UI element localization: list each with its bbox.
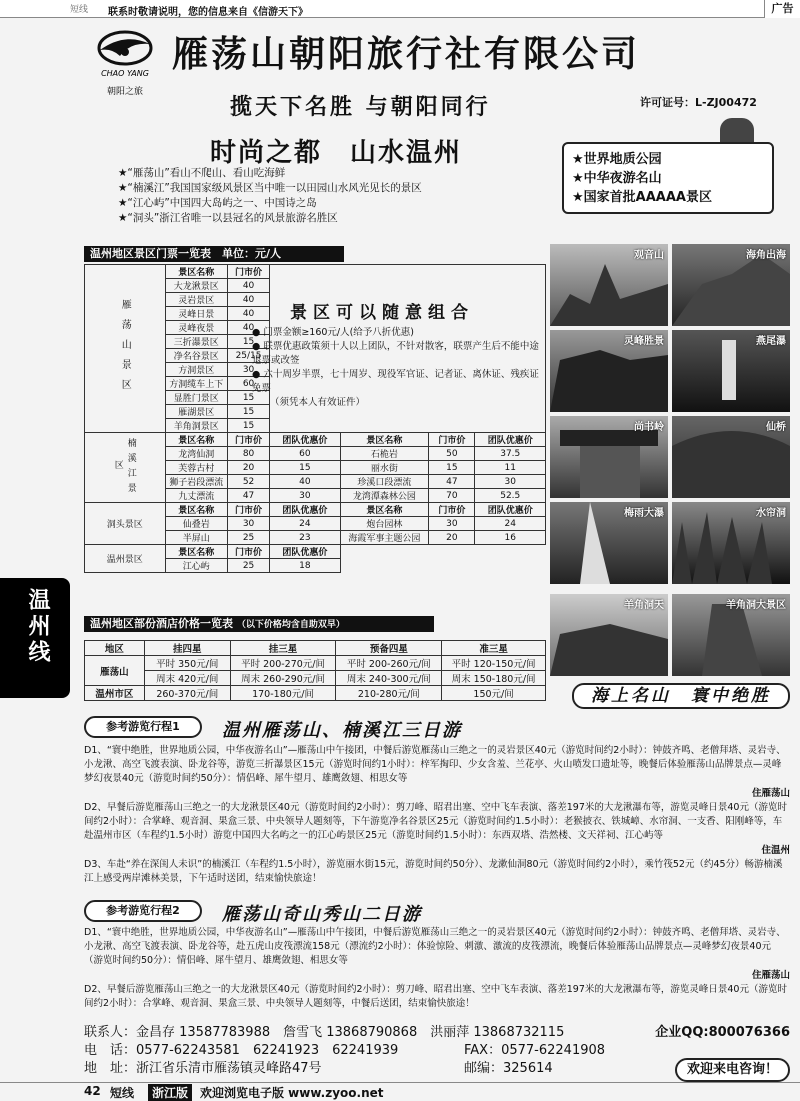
col-price: 门市价 [227, 433, 269, 447]
photo-label: 灵峰胜景 [624, 336, 664, 347]
hotel-area: 温州市区 [85, 686, 145, 701]
col-group: 团队优惠价 [475, 433, 546, 447]
table-cell: 30 [270, 489, 340, 503]
photo-xianqiao [672, 416, 790, 498]
table-cell: 30 [227, 363, 269, 377]
itinerary1-d1-stay: 住雁荡山 [751, 788, 790, 799]
table-cell: 150元/间 [442, 686, 546, 701]
hotel-section-bar [84, 616, 434, 632]
table-cell: 显胜门景区 [165, 391, 227, 405]
table-cell: 丽水街 [340, 461, 429, 475]
bird-logo-icon [90, 28, 160, 100]
itinerary1-title: 温州雁荡山、楠溪江三日游 [222, 720, 462, 741]
combo-note: （须凭本人有效证件） [270, 397, 366, 408]
table-cell: 40 [227, 307, 269, 321]
table-cell: 25 [227, 559, 269, 573]
license-number: 许可证号：L-ZJ00472 [640, 96, 757, 109]
table-cell: 周末 240-300元/间 [336, 671, 442, 686]
table-cell: 方洞缆车上下 [165, 377, 227, 391]
contact-phone: 电 话：0577-62243581 62241923 62241939 [84, 1043, 399, 1058]
table-cell: 52.5 [475, 489, 546, 503]
table-cell: 40 [227, 293, 269, 307]
table-cell: 平时 350元/间 [144, 656, 230, 671]
photo-yangjiao [550, 594, 668, 676]
itinerary1-d1: D1、“寰中绝胜，世界地质公园，中华夜游名山”—雁荡山中午接团，中餐后游览雁荡山三绝之一的灵岩景区40元（游览时间约2小时）：钟鼓齐鸣、老僧拜塔、灵岩寺、小龙湫、高空飞渡表演、卧龙谷等，游览三折瀑景区15元（游览时间约1小时）：梓军掏印、少女含羞、兰花亭、火山喷发口遗址等，晚餐后体验雁荡山品牌景点—灵峰梦幻夜景40元（游览时间约50分）：情侣峰、犀牛望月、雄鹰敛翅、相思女等 [84, 745, 786, 784]
photo-label: 观音山 [634, 250, 664, 261]
col-group: 团队优惠价 [270, 433, 340, 447]
feature-item: ★“楠溪江”我国国家级风景区当中唯一以田园山水风光见长的景区 [118, 182, 422, 194]
table-cell: 周末 150-180元/间 [442, 671, 546, 686]
table-cell: 80 [227, 447, 269, 461]
combo-item-text: 六十周岁半票，七十周岁、现役军官证、记者证、离休证、残疾证免票 [252, 369, 539, 394]
itinerary2-header [84, 900, 790, 924]
honor-item: ★世界地质公园 [572, 152, 662, 167]
col-name: 景区名称 [165, 433, 227, 447]
itinerary1-d2: D2、早餐后游览雁荡山三绝之一的大龙湫景区40元（游览时间约2小时）：剪刀峰、昭君出塞、空中飞车表演、落差197米的大龙湫瀑布等，游览灵峰日景40元（游览时间约2小时）：合掌峰、观音洞、果盒三景、中央领导人题刻等，下午游览净名谷景区25元（游览时间约1.5小时）：老猴披衣、铁城嶂、水帘洞、一支香、阳刚峰等，车赴温州市区（车程约1.5小时）游览中国四大名屿之一的江心屿景区25元（游览时间约1.5小时）：东西双塔、浩然楼、文天祥祠、江心屿等 [84, 802, 787, 841]
table-cell: 16 [475, 531, 546, 545]
company-name: 雁荡山朝阳旅行社有限公司 [172, 33, 641, 75]
hotel-note: （以下价格均含自助双早） [236, 620, 345, 630]
photo-meiyu [550, 502, 668, 584]
table-cell: 23 [270, 531, 340, 545]
table-cell: 灵岩景区 [165, 293, 227, 307]
table-cell: 大龙湫景区 [165, 279, 227, 293]
table-cell: 三折瀑景区 [165, 335, 227, 349]
itinerary2-title: 雁荡山奇山秀山二日游 [222, 904, 422, 925]
region-nanxi: 楠溪江景区 [85, 433, 166, 503]
feature-item: ★“雁荡山”看山不爬山、看山吃海鲜 [118, 167, 286, 179]
side-tab-label: 温州线 [25, 588, 50, 666]
col-price: 门市价 [227, 545, 269, 559]
hotel-title: 温州地区部份酒店价格一览表 [90, 617, 233, 630]
table-cell: 净名谷景区 [165, 349, 227, 363]
photo-label: 羊角洞天 [624, 600, 664, 611]
company-logo [90, 28, 160, 100]
itinerary1-label: 参考游览行程1 [84, 716, 202, 738]
table-cell: 灵峰日景 [165, 307, 227, 321]
contact-post: 邮编：325614 [464, 1061, 553, 1076]
footer [0, 1082, 800, 1100]
table-cell: 雁湖景区 [165, 405, 227, 419]
photo-label: 梅雨大瀑 [624, 508, 664, 519]
ticket-unit: 单位：元/人 [222, 247, 282, 260]
table-cell: 30 [429, 517, 475, 531]
combo-title: 景区可以随意组合 [290, 303, 474, 323]
table-cell: 40 [227, 321, 269, 335]
headline: 时尚之都 山水温州 [210, 138, 463, 168]
photo-yangjiao-da [672, 594, 790, 676]
itinerary1-header [84, 716, 790, 740]
col-group: 团队优惠价 [270, 545, 340, 559]
itinerary2-d2: D2、早餐后游览雁荡山三绝之一的大龙湫景区40元（游览时间约2小时）：剪刀峰、昭君出塞、空中飞车表演、落差197米的大龙湫瀑布等，游览灵峰日景40元（游览时间约2小时）：合掌峰、观音洞、果盒三景、中央领导人题刻等，中餐后送团，结束愉快旅途！ [84, 984, 787, 1009]
col-group: 团队优惠价 [475, 503, 546, 517]
region-dongtou: 洞头景区 [85, 503, 166, 545]
table-cell: 芙蓉古村 [165, 461, 227, 475]
combo-item: ● 门票金额≥160元/人(给予八折优惠) [252, 327, 415, 338]
table-cell: 15 [227, 419, 269, 433]
table-cell: 周末 260-290元/间 [230, 671, 336, 686]
photo-shuiliandong [672, 502, 790, 584]
topbar-logo: 短线 [70, 5, 89, 15]
table-cell: 52 [227, 475, 269, 489]
table-cell: 平时 200-270元/间 [230, 656, 336, 671]
col-price: 门市价 [429, 503, 475, 517]
table-cell: 210-280元/间 [336, 686, 442, 701]
table-cell: 半屏山 [165, 531, 227, 545]
itinerary2-body [84, 926, 790, 1012]
col-name: 景区名称 [165, 545, 227, 559]
contact-people: 联系人：金昌存 13587783988 詹雪飞 13868790868 洪丽萍 13868732115 [84, 1025, 565, 1040]
table-cell: 炮台园林 [340, 517, 429, 531]
table-cell: 灵峰夜景 [165, 321, 227, 335]
table-cell: 30 [475, 475, 546, 489]
footer-site: 欢迎浏览电子版 www.zyoo.net [200, 1086, 384, 1100]
side-tab [0, 578, 70, 698]
hotel-header: 挂三星 [230, 641, 336, 656]
table-cell: 15 [227, 391, 269, 405]
table-cell: 40 [227, 279, 269, 293]
itinerary1-d3: D3、车赴“养在深闺人未识”的楠溪江（车程约1.5小时），游览丽水街15元，游览时间约50分）、龙漱仙洞80元（游览时间约2小时），乘竹筏52元（约45分）畅游楠溪江上感受两岸滩林美景，下午适时送团，结束愉快旅途！ [84, 859, 783, 884]
photo-label: 羊角洞大景区 [726, 600, 786, 611]
ticket-title: 温州地区景区门票一览表 [90, 247, 211, 260]
combo-item: ● 六十周岁半票，七十周岁、现役军官证、记者证、离休证、残疾证免票 [252, 369, 539, 394]
top-bar [0, 0, 800, 18]
table-cell: 20 [429, 531, 475, 545]
honors-box [562, 142, 774, 214]
table-cell: 九丈漂流 [165, 489, 227, 503]
photo-label: 水帘洞 [756, 508, 786, 519]
honor-item: ★中华夜游名山 [572, 171, 662, 186]
table-cell: 龙湾仙洞 [165, 447, 227, 461]
combo-item-text: 门票金额≥160元/人(给予八折优惠) [263, 327, 415, 338]
contact-qq: 企业QQ:800076366 [655, 1025, 790, 1040]
table-cell: 18 [270, 559, 340, 573]
footer-edition: 浙江版 [148, 1084, 192, 1101]
contact-fax: FAX：0577-62241908 [464, 1043, 606, 1058]
table-cell: 15 [429, 461, 475, 475]
table-cell: 11 [475, 461, 546, 475]
photo-label: 海角出海 [746, 250, 786, 261]
table-cell: 60 [227, 377, 269, 391]
col-price: 门市价 [227, 503, 269, 517]
hotel-header: 地区 [85, 641, 145, 656]
col-name: 景区名称 [340, 503, 429, 517]
hotel-header: 预备四星 [336, 641, 442, 656]
col-group: 团队优惠价 [270, 503, 340, 517]
table-cell: 15 [227, 405, 269, 419]
photo-label: 尚书岭 [634, 422, 664, 433]
table-cell: 周末 420元/间 [144, 671, 230, 686]
table-cell: 25 [227, 531, 269, 545]
table-cell: 狮子岩段漂流 [165, 475, 227, 489]
table-cell: 24 [270, 517, 340, 531]
hotel-table [84, 640, 546, 701]
photo-guanyinshan [550, 244, 668, 326]
photo-grid [550, 244, 790, 684]
table-cell: 47 [227, 489, 269, 503]
table-cell: 江心屿 [165, 559, 227, 573]
table-cell: 170-180元/间 [230, 686, 336, 701]
photo-label: 燕尾瀑 [756, 336, 786, 347]
contact-block [84, 1024, 790, 1078]
table-cell: 海霞军事主题公园 [340, 531, 429, 545]
col-name: 景区名称 [340, 433, 429, 447]
table-cell: 珍溪口段漂流 [340, 475, 429, 489]
table-cell: 石桅岩 [340, 447, 429, 461]
logo-text: CHAO YANG [101, 69, 149, 78]
table-cell: 25/15 [227, 349, 269, 363]
table-cell: 60 [270, 447, 340, 461]
feature-item: ★“江心屿”中国四大岛屿之一、中国诗之岛 [118, 197, 317, 209]
table-cell: 70 [429, 489, 475, 503]
col-name: 景区名称 [165, 503, 227, 517]
table-cell: 羊角洞景区 [165, 419, 227, 433]
col-price: 门市价 [227, 265, 269, 279]
col-price: 门市价 [429, 433, 475, 447]
table-cell: 平时 120-150元/间 [442, 656, 546, 671]
hotel-header: 挂四星 [144, 641, 230, 656]
slogan: 揽天下名胜 与朝阳同行 [230, 94, 491, 120]
itinerary1-d2-stay: 住温州 [761, 845, 790, 856]
honor-item: ★国家首批AAAAA景区 [572, 190, 712, 205]
table-cell: 47 [429, 475, 475, 489]
table-cell: 37.5 [475, 447, 546, 461]
table-cell: 仙叠岩 [165, 517, 227, 531]
combo-item-text: 联票优惠政策须十人以上团队，不针对散客，联票产生后不能中途退票或改签 [252, 341, 539, 366]
table-cell: 方洞景区 [165, 363, 227, 377]
table-cell: 30 [227, 517, 269, 531]
photo-label: 仙桥 [766, 422, 786, 433]
table-cell: 15 [227, 335, 269, 349]
itinerary2-label: 参考游览行程2 [84, 900, 202, 922]
region-wenzhou: 温州景区 [85, 545, 166, 573]
itinerary2-d1: D1、“寰中绝胜，世界地质公园，中华夜游名山”—雁荡山中午接团，中餐后游览雁荡山三绝之一的灵岩景区40元（游览时间约2小时）：钟鼓齐鸣、老僧拜塔、灵岩寺、小龙湫、高空飞渡表演、卧龙谷等，赴五虎山皮筏漂流158元（漂流约2小时）：体验惊险、刺激、激流的皮筏漂流，晚餐后体验雁荡山品牌景点—灵峰梦幻夜景40元（游览时间约50分）：情侣峰、犀牛望月、雄鹰敛翅、相思女等 [84, 927, 786, 966]
footer-section: 短线 [110, 1086, 135, 1100]
logo-sub: 朝阳之旅 [106, 87, 144, 97]
table-cell: 15 [270, 461, 340, 475]
combo-box [252, 303, 542, 410]
hotel-header: 准三星 [442, 641, 546, 656]
combo-item: ● 联票优惠政策须十人以上团队，不针对散客，联票产生后不能中途退票或改签 [252, 341, 539, 366]
hotel-area: 雁荡山 [85, 656, 145, 686]
photo-lingfeng [550, 330, 668, 412]
table-cell: 40 [270, 475, 340, 489]
region-yandang: 雁荡山景区 [85, 265, 166, 433]
itinerary2-d1-stay: 住雁荡山 [751, 970, 790, 981]
table-cell: 平时 200-260元/间 [336, 656, 442, 671]
itinerary1-body [84, 744, 790, 887]
col-name: 景区名称 [165, 265, 227, 279]
table-cell: 20 [227, 461, 269, 475]
contact-address: 地 址：浙江省乐清市雁荡镇灵峰路47号 [84, 1061, 322, 1076]
feature-item: ★“洞头”浙江省唯一以县冠名的风景旅游名胜区 [118, 212, 338, 224]
feature-list [118, 166, 422, 226]
topbar-note: 联系时敬请说明，您的信息来自《信游天下》 [108, 7, 308, 18]
photo-haijiao [672, 244, 790, 326]
table-cell: 龙湾潭森林公园 [340, 489, 429, 503]
ad-badge: 广告 [764, 0, 800, 18]
page-number: 42 [84, 1084, 101, 1098]
ticket-section-bar [84, 246, 344, 262]
sea-slogan: 海上名山 寰中绝胜 [572, 683, 790, 709]
table-cell: 24 [475, 517, 546, 531]
table-cell: 260-370元/间 [144, 686, 230, 701]
welcome-badge: 欢迎来电咨询！ [675, 1058, 790, 1082]
photo-shangshuling [550, 416, 668, 498]
table-cell: 50 [429, 447, 475, 461]
photo-yanweipu [672, 330, 790, 412]
